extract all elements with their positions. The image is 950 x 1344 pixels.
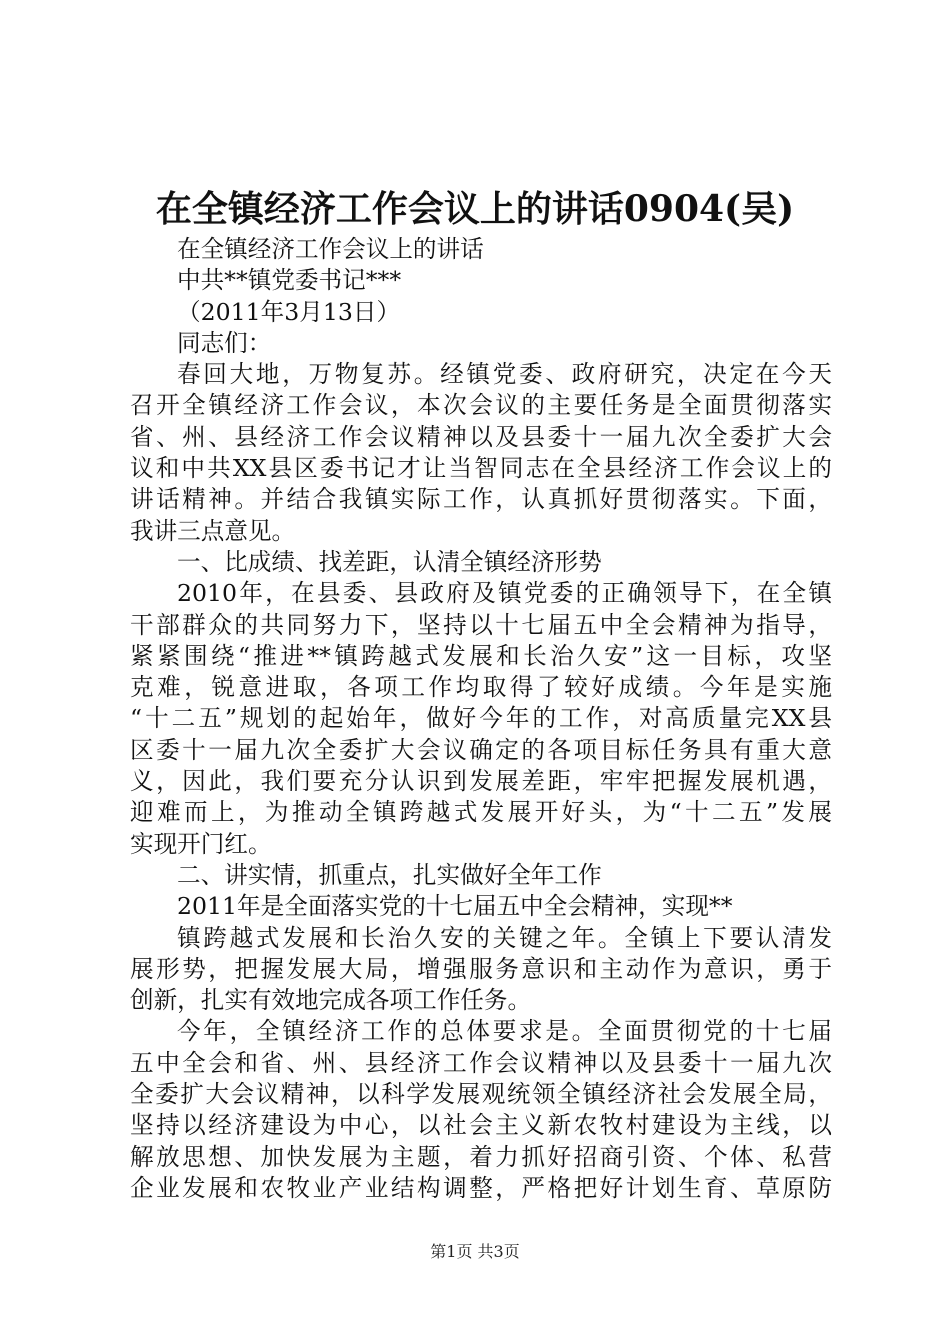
body-line: 春回大地，万物复苏。经镇党委、政府研究，决定在今天 [177, 360, 832, 389]
body-line: 企业发展和农牧业产业结构调整，严格把好计划生育、草原防 [130, 1173, 832, 1202]
body-line: 2010年，在县委、县政府及镇党委的正确领导下，在全镇 [177, 579, 832, 608]
body-line: （2011年3月13日） [177, 297, 401, 326]
body-line: 同志们： [177, 328, 272, 357]
body-line: 区委十一届九次全委扩大会议确定的各项目标任务具有重大意 [130, 735, 832, 764]
body-line: 迎难而上，为推动全镇跨越式发展开好头，为“十二五”发展 [130, 798, 832, 827]
body-line: 展形势，把握发展大局，增强服务意识和主动作为意识，勇于 [130, 954, 832, 983]
body-line: 五中全会和省、州、县经济工作会议精神以及县委十一届九次 [130, 1048, 832, 1077]
document-body [130, 234, 832, 1204]
body-line: 讲话精神。并结合我镇实际工作，认真抓好贯彻落实。下面， [130, 485, 832, 514]
body-line: 召开全镇经济工作会议，本次会议的主要任务是全面贯彻落实 [130, 391, 832, 420]
body-line: 中共**镇党委书记*** [177, 266, 402, 295]
body-line: 省、州、县经济工作会议精神以及县委十一届九次全委扩大会 [130, 422, 832, 451]
body-line: “十二五”规划的起始年，做好今年的工作，对高质量完XX县 [130, 704, 832, 733]
body-line: 义，因此，我们要充分认识到发展差距，牢牢把握发展机遇， [130, 767, 832, 796]
body-line: 紧紧围绕“推进**镇跨越式发展和长治久安”这一目标，攻坚 [130, 641, 832, 670]
body-line: 实现开门红。 [130, 829, 272, 858]
body-line: 克难，锐意进取，各项工作均取得了较好成绩。今年是实施 [130, 673, 832, 702]
body-line: 干部群众的共同努力下，坚持以十七届五中全会精神为指导， [130, 610, 832, 639]
body-line: 议和中共XX县区委书记才让当智同志在全县经济工作会议上的 [130, 454, 832, 483]
body-line: 全委扩大会议精神，以科学发展观统领全镇经济社会发展全局， [130, 1080, 832, 1109]
body-line: 解放思想、加快发展为主题，着力抓好招商引资、个体、私营 [130, 1142, 832, 1171]
body-line: 创新，扎实有效地完成各项工作任务。 [130, 986, 532, 1015]
body-line: 在全镇经济工作会议上的讲话 [177, 235, 484, 263]
body-line: 一、比成绩、找差距，认清全镇经济形势 [177, 547, 602, 576]
body-line: 2011年是全面落实党的十七届五中全会精神，实现** [177, 892, 733, 921]
body-line: 今年，全镇经济工作的总体要求是。全面贯彻党的十七届 [177, 1017, 832, 1046]
body-line: 二、讲实情，抓重点，扎实做好全年工作 [177, 860, 602, 889]
body-line: 镇跨越式发展和长治久安的关键之年。全镇上下要认清发 [177, 923, 832, 952]
page-footer: 第1页 共3页 [430, 1242, 520, 1261]
body-line: 我讲三点意见。 [130, 516, 296, 545]
body-line: 坚持以经济建设为中心，以社会主义新农牧村建设为主线，以 [130, 1111, 832, 1140]
document-title: 在全镇经济工作会议上的讲话0904(吴) [155, 188, 795, 230]
